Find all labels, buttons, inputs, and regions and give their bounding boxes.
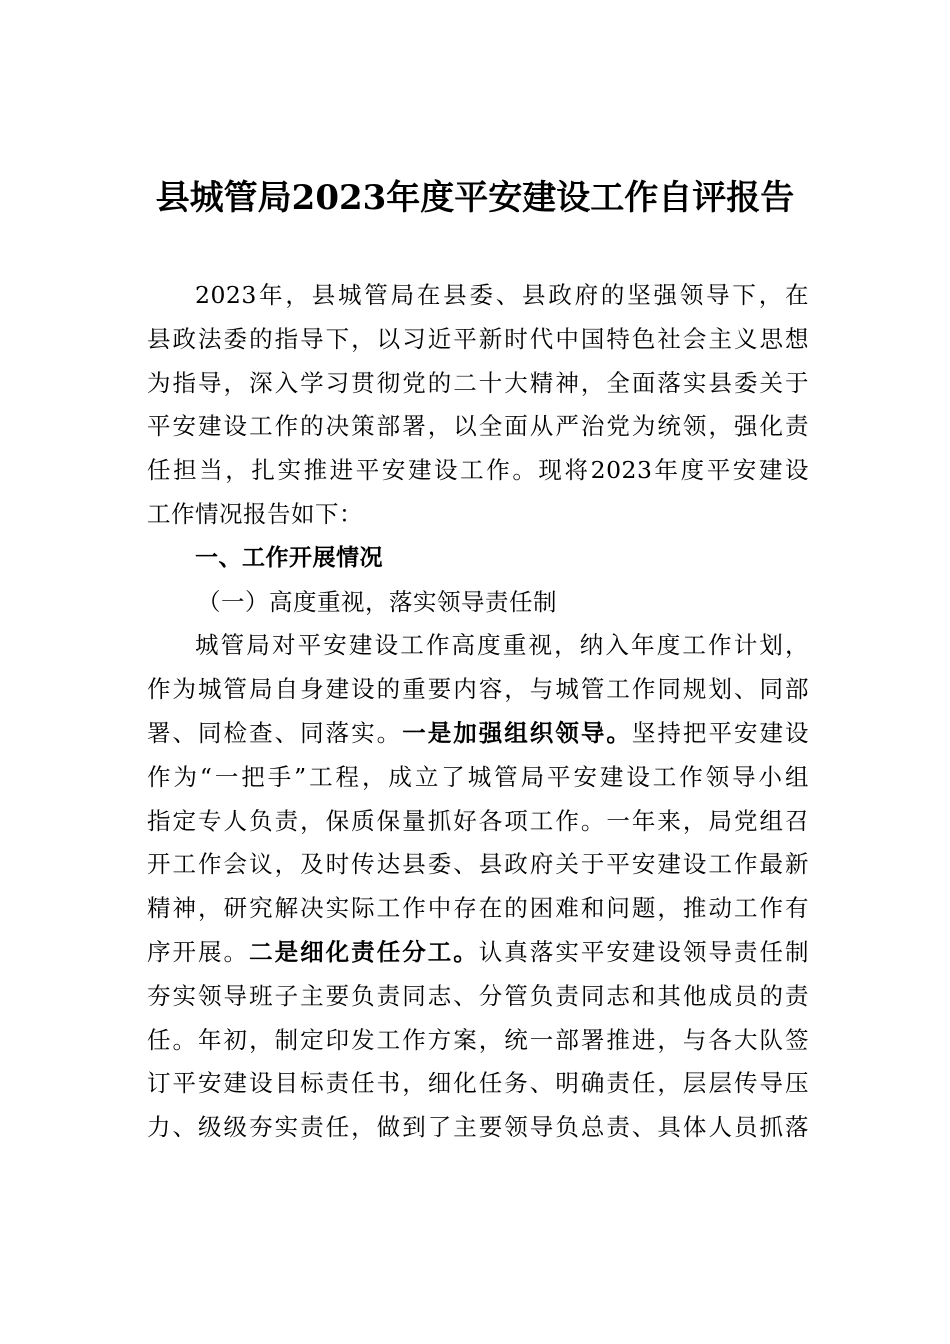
paragraph-line: 力、级级夯实责任，做到了主要领导负总责、具体人员抓落	[147, 1113, 809, 1142]
subsection-heading: （一）高度重视，落实领导责任制	[197, 587, 557, 616]
paragraph-line: 指定专人负责，保质保量抓好各项工作。一年来，局党组召	[147, 806, 809, 835]
paragraph-line: 任担当，扎实推进平安建设工作。现将2023年度平安建设	[147, 456, 809, 485]
paragraph-line: 订平安建设目标责任书，细化任务、明确责任，层层传导压	[147, 1069, 809, 1098]
bold-keyphrase: 二是细化责任分工。	[249, 937, 479, 966]
paragraph-line: 作为“一把手”工程，成立了城管局平安建设工作领导小组	[147, 762, 809, 791]
document-title: 县城管局2023年度平安建设工作自评报告	[155, 178, 795, 218]
text-run: 序开展。	[147, 937, 250, 966]
paragraph-line: 任。年初，制定印发工作方案，统一部署推进，与各大队签	[147, 1025, 809, 1054]
text-run: 署、同检查、同落实。	[147, 718, 403, 747]
paragraph-line: 平安建设工作的决策部署，以全面从严治党为统领，强化责	[147, 412, 809, 441]
paragraph-line: 2023年，县城管局在县委、县政府的坚强领导下，在	[195, 281, 809, 309]
paragraph-line: 精神，研究解决实际工作中存在的困难和问题，推动工作有	[147, 894, 809, 923]
section-heading: 一、工作开展情况	[195, 544, 383, 571]
paragraph-line: 作为城管局自身建设的重要内容，与城管工作同规划、同部	[147, 675, 809, 704]
paragraph-line: 城管局对平安建设工作高度重视，纳入年度工作计划，	[195, 631, 809, 660]
paragraph-line	[147, 712, 809, 756]
paragraph-line: 夯实领导班子主要负责同志、分管负责同志和其他成员的责	[147, 981, 809, 1010]
paragraph-line: 为指导，深入学习贯彻党的二十大精神，全面落实县委关于	[147, 368, 809, 397]
paragraph-line: 开工作会议，及时传达县委、县政府关于平安建设工作最新	[147, 850, 809, 879]
bold-keyphrase: 一是加强组织领导。	[402, 718, 632, 747]
paragraph-line	[147, 931, 809, 975]
text-run: 坚持把平安建设	[631, 718, 810, 747]
paragraph-line: 工作情况报告如下：	[147, 499, 363, 528]
text-run: 认真落实平安建设领导责任制	[478, 937, 810, 966]
paragraph-line: 县政法委的指导下，以习近平新时代中国特色社会主义思想	[147, 324, 809, 353]
document-body	[147, 274, 809, 1150]
